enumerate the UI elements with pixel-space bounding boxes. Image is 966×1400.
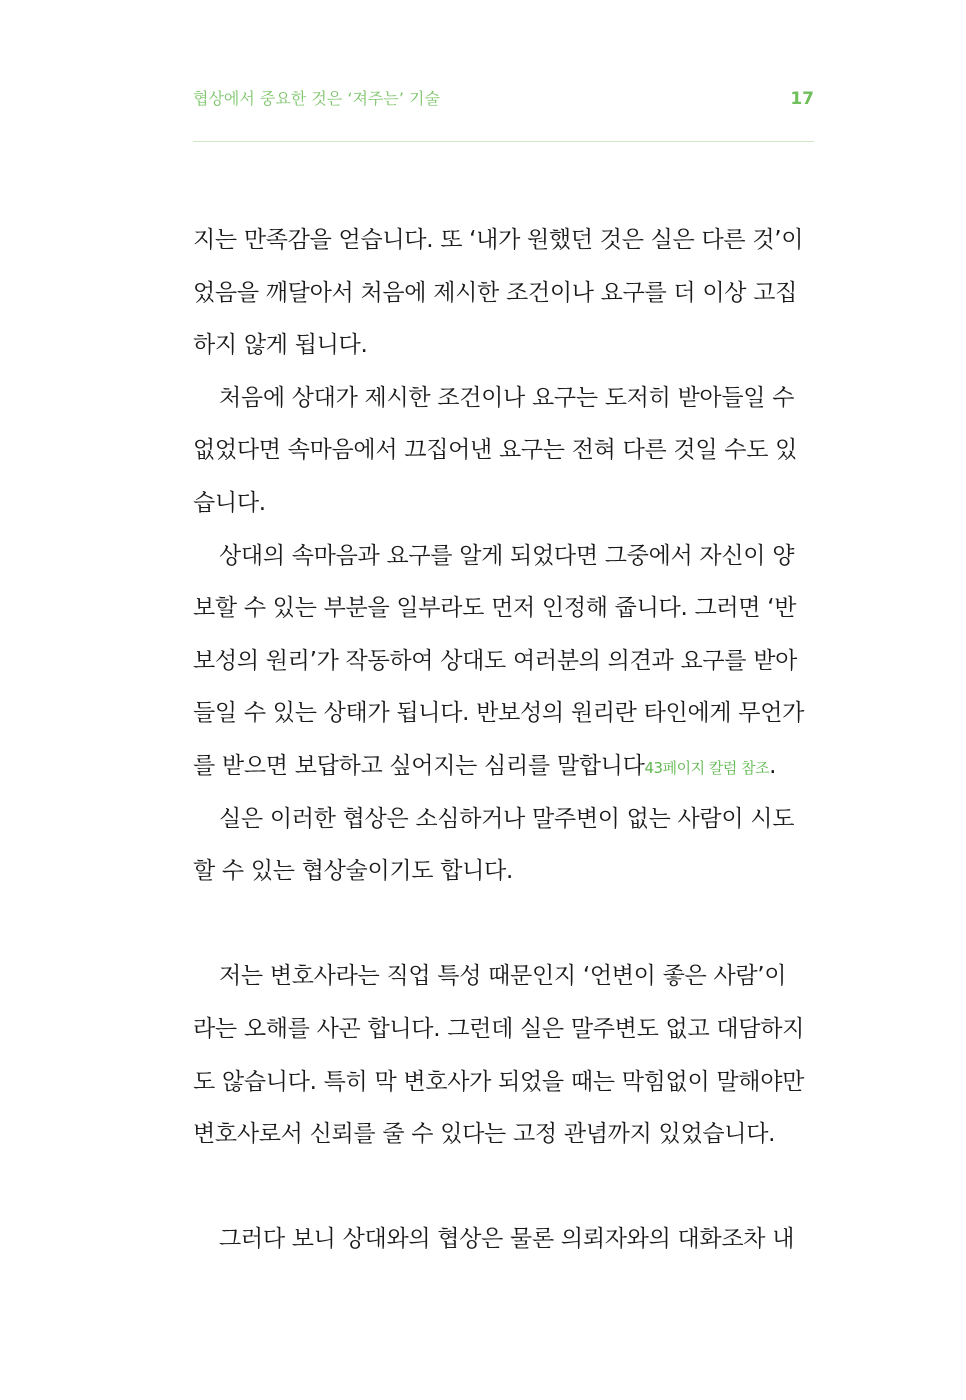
page-reference-note: 43페이지 칼럼 참조 <box>644 758 770 777</box>
paragraph-start-line: 처음에 상대가 제시한 조건이나 요구는 도저히 받아들일 수 <box>219 384 795 411</box>
paragraph-start-line: 그러다 보니 상대와의 협상은 물론 의뢰자와의 대화조차 내 <box>219 1226 795 1253</box>
text-line: 없었다면 속마음에서 끄집어낸 요구는 전혀 다른 것일 수도 있 <box>193 437 798 464</box>
text-line-with-reference <box>193 740 814 793</box>
text-line: 할 수 있는 협상술이기도 합니다. <box>193 858 513 885</box>
paragraph-start-line: 저는 변호사라는 직업 특성 때문인지 ‘언변이 좋은 사람’이 <box>219 963 787 990</box>
text-line: 보할 수 있는 부분을 일부라도 먼저 인정해 줍니다. 그러면 ‘반 <box>193 595 797 622</box>
header-divider <box>193 141 814 142</box>
text-line: 습니다. <box>193 489 266 516</box>
page-number: 17 <box>790 89 814 109</box>
text-segment: 를 받으면 보답하고 싶어지는 심리를 말합니다 <box>193 752 645 779</box>
running-header <box>193 86 814 114</box>
paragraph-start-line: 실은 이러한 협상은 소심하거나 말주변이 없는 사람이 시도 <box>219 805 795 832</box>
text-line: 도 않습니다. 특히 막 변호사가 되었을 때는 막힘없이 말해야만 <box>193 1068 805 1095</box>
sentence-period: . <box>769 752 777 779</box>
text-line: 라는 오해를 사곤 합니다. 그런데 실은 말주변도 없고 대담하지 <box>193 1015 805 1042</box>
paragraph-start-line: 상대의 속마음과 요구를 알게 되었다면 그중에서 자신이 양 <box>219 542 795 569</box>
body-text <box>193 214 814 1266</box>
text-line: 하지 않게 됩니다. <box>193 332 368 359</box>
chapter-title: 협상에서 중요한 것은 ‘져주는’ 기술 <box>193 89 440 108</box>
text-line: 들일 수 있는 상태가 됩니다. 반보성의 원리란 타인에게 무언가 <box>193 700 805 727</box>
text-line: 보성의 원리’가 작동하여 상대도 여러분의 의견과 요구를 받아 <box>193 647 798 674</box>
text-line: 지는 만족감을 얻습니다. 또 ‘내가 원했던 것은 실은 다른 것’이 <box>193 227 804 253</box>
paragraph-gap <box>193 898 814 951</box>
text-line: 변호사로서 신뢰를 줄 수 있다는 고정 관념까지 있었습니다. <box>193 1121 776 1148</box>
text-line: 었음을 깨달아서 처음에 제시한 조건이나 요구를 더 이상 고집 <box>193 279 798 306</box>
paragraph-gap <box>193 1161 814 1214</box>
